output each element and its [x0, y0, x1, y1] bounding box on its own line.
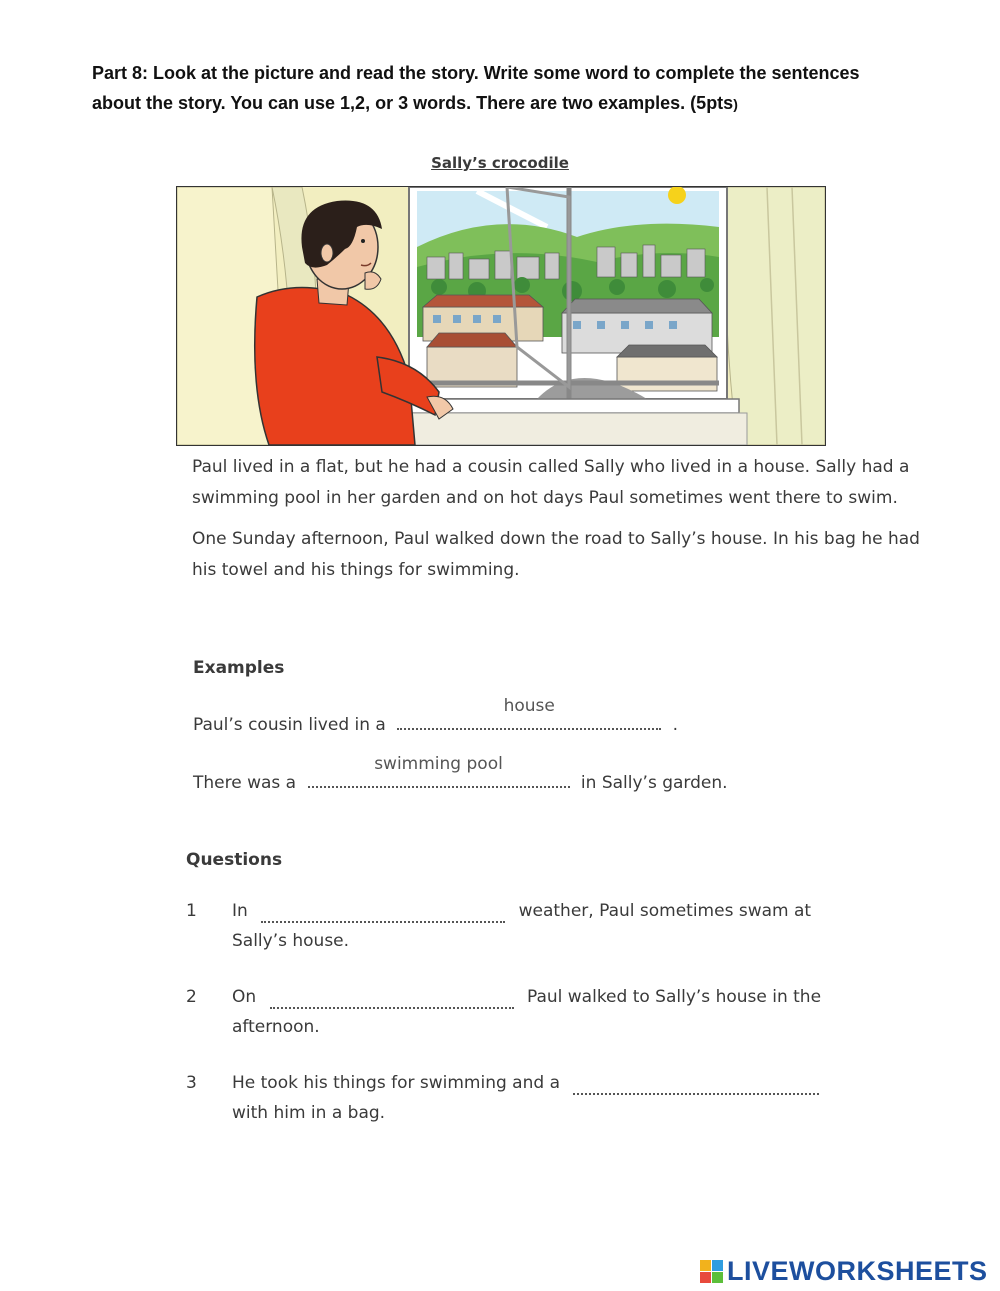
example-2-after: in Sally’s garden.	[580, 773, 728, 793]
question-2	[186, 982, 886, 1042]
question-2-line2: afternoon.	[232, 1017, 320, 1037]
liveworksheets-logo[interactable]	[700, 1256, 988, 1287]
question-1	[186, 896, 886, 956]
example-2-answer: swimming pool	[374, 754, 503, 774]
story-illustration	[176, 186, 826, 446]
example-1-answer: house	[503, 696, 555, 716]
story-paragraph-1: Paul lived in a flat, but he had a cousin called Sally who lived in a house. Sally had a swimming pool in her garden and on hot days Paul sometimes went there to swim.	[192, 457, 910, 508]
question-3-number: 3	[186, 1073, 197, 1093]
questions-heading: Questions	[186, 850, 283, 870]
example-1-answer-line	[397, 696, 661, 730]
example-2-before: There was a	[193, 773, 297, 793]
question-2-before: On	[232, 987, 257, 1007]
example-2-answer-line	[308, 754, 570, 788]
story-title: Sally’s crocodile	[431, 154, 569, 172]
liveworksheets-logo-text: LIVEWORKSHEETS	[727, 1256, 988, 1286]
boy-at-window-illustration	[177, 187, 825, 445]
question-2-number: 2	[186, 987, 197, 1007]
example-2	[193, 754, 728, 793]
question-1-before: In	[232, 901, 248, 921]
question-1-number: 1	[186, 901, 197, 921]
instructions-text: Part 8: Look at the picture and read the story. Write some word to complete the sentences about the story. You can use 1,2, or 3 words. There are two examples. (5pts	[92, 63, 860, 113]
question-1-after: weather, Paul sometimes swam at	[518, 901, 812, 921]
question-3-line2: with him in a bag.	[232, 1103, 386, 1123]
liveworksheets-logo-icon	[700, 1260, 723, 1283]
instructions-closing: )	[733, 96, 738, 112]
question-3	[186, 1068, 886, 1128]
question-1-answer-input[interactable]	[261, 901, 505, 923]
example-1-before: Paul’s cousin lived in a	[193, 715, 386, 735]
story-paragraph-2: One Sunday afternoon, Paul walked down the road to Sally’s house. In his bag he had his towel and his things for swimming.	[192, 529, 920, 580]
question-2-answer-input[interactable]	[270, 987, 514, 1009]
instructions	[92, 58, 892, 119]
question-3-answer-input[interactable]	[573, 1073, 819, 1095]
example-1	[193, 696, 679, 735]
examples-heading: Examples	[193, 658, 285, 678]
question-1-line2: Sally’s house.	[232, 931, 350, 951]
question-2-after: Paul walked to Sally’s house in the	[526, 987, 822, 1007]
story-text	[192, 452, 932, 596]
example-1-after: .	[672, 715, 679, 735]
question-3-before: He took his things for swimming and a	[232, 1073, 560, 1093]
